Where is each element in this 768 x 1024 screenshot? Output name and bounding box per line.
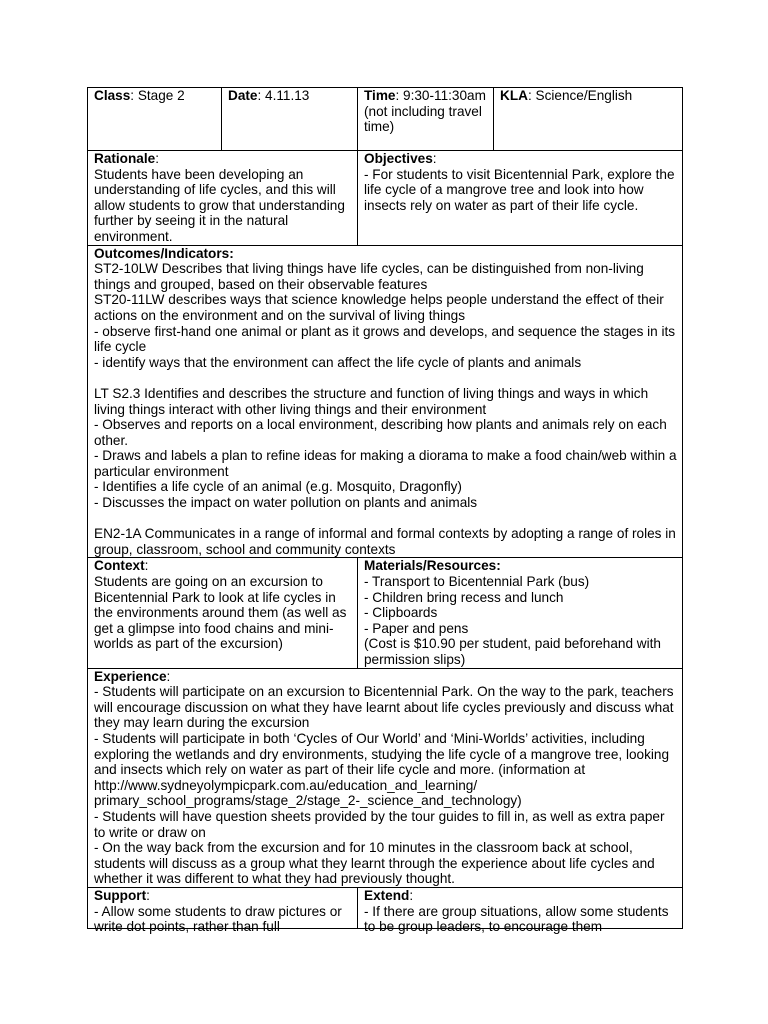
lesson-plan-table [87, 87, 683, 935]
outcomes-cell [88, 245, 683, 558]
support-text: - Allow some students to draw pictures or write dot points, rather than full [94, 903, 342, 935]
rationale-row [88, 151, 683, 246]
rationale-cell [88, 151, 358, 246]
context-label: Context [94, 558, 145, 574]
outcome-line: EN2-1A Communicates in a range of informal and formal contexts by adopting a range of roles in group, classroom, school and community contexts [94, 526, 676, 557]
kla-cell [494, 88, 683, 151]
class-label: Class [94, 88, 131, 103]
rationale-label: Rationale [94, 151, 156, 166]
date-label: Date [228, 88, 258, 103]
material-item: - Paper and pens [364, 620, 469, 636]
outcome-line: - Discusses the impact on water pollution on plants and animals [94, 495, 478, 511]
experience-colon: : [166, 668, 171, 684]
outcomes-row [88, 245, 683, 558]
context-row [88, 558, 683, 668]
context-cell [88, 558, 358, 668]
outcome-line: - observe first-hand one animal or plant as it grows and develops, and sequence the stages in its life cycle [94, 323, 676, 355]
extend-colon: : [409, 887, 414, 903]
objectives-label: Objectives [364, 151, 433, 166]
extend-content [364, 887, 677, 935]
experience-line: - Students will participate on an excursion to Bicentennial Park. On the way to the park, teachers will encourage discussion on what they have learnt about life cycles previously and discuss what they may learn during the excursion [94, 684, 674, 731]
class-cell [88, 88, 222, 151]
time-label: Time [364, 88, 396, 103]
context-colon: : [144, 558, 149, 574]
experience-cell [88, 668, 683, 887]
outcome-spacer [94, 370, 677, 386]
time-value: : 9:30-11:30am (not including travel time) [364, 88, 486, 135]
experience-line: - Students will have question sheets provided by the tour guides to fill in, as well as extra paper to write or draw on [94, 808, 665, 840]
outcome-spacer [94, 511, 677, 527]
material-item: (Cost is $10.90 per student, paid beforehand with permission slips) [364, 636, 661, 667]
outcome-line: ST2-10LW Describes that living things have life cycles, can be distinguished from non-living things and grouped, based on their observable features [94, 261, 644, 292]
experience-label: Experience [94, 668, 167, 684]
objectives-colon: : [432, 151, 437, 166]
class-value: : Stage 2 [130, 88, 185, 103]
support-colon: : [146, 887, 150, 903]
experience-row [88, 668, 683, 887]
outcome-line: - Identifies a life cycle of an animal (e.g. Mosquito, Dragonfly) [94, 479, 462, 495]
support-label: Support [94, 887, 147, 903]
outcome-line: - Observes and reports on a local environment, describing how plants and animals rely on each other. [94, 417, 667, 448]
header-row [88, 88, 683, 151]
outcome-line: - identify ways that the environment can affect the life cycle of plants and animals [94, 354, 582, 370]
experience-line: - Students will participate in both ‘Cycles of Our World’ and ‘Mini-Worlds’ activities, including exploring the wetlands and dry environments, studying the life cycle of a mangrove tree, looking and insects which rely on water as part of their life cycle and more. (information at http://www.sydneyolympicpark.com.au/education_and_learning/ primary_school_programs/stage_2/stage_2-_science_and_technology) [94, 730, 670, 809]
material-item: - Clipboards [364, 605, 438, 621]
outcomes-label: Outcomes/Indicators: [94, 245, 234, 261]
support-row [88, 887, 683, 928]
support-content [94, 887, 352, 935]
kla-label: KLA [500, 88, 528, 103]
rationale-colon: : [155, 151, 159, 166]
rationale-text: Students have been developing an understanding of life cycles, and this will allow students to grow that understanding further by seeing it in the natural environment. [94, 166, 345, 244]
time-cell [358, 88, 494, 151]
outcome-line: ST20-11LW describes ways that science knowledge helps people understand the effect of their actions on the environment and on the survival of living things [94, 292, 664, 323]
context-text: Students are going on an excursion to Bicentennial Park to look at life cycles in the environments around them (as well as get a glimpse into food chains and mini-worlds as part of the excursion) [94, 574, 347, 652]
objectives-cell [358, 151, 683, 246]
objectives-text: - For students to visit Bicentennial Park, explore the life cycle of a mangrove tree and look into how insects rely on water as part of their life cycle. [364, 166, 675, 213]
materials-cell [358, 558, 683, 668]
outcome-line: LT S2.3 Identifies and describes the structure and function of living things and ways in which living things interact with other living things and their environment [94, 385, 649, 417]
material-item: - Transport to Bicentennial Park (bus) [364, 574, 590, 590]
date-value: : 4.11.13 [257, 88, 310, 103]
extend-label: Extend [364, 887, 410, 903]
materials-label: Materials/Resources: [364, 558, 501, 574]
support-cell [88, 887, 358, 935]
date-cell [222, 88, 358, 151]
material-item: - Children bring recess and lunch [364, 589, 564, 605]
outcome-line: - Draws and labels a plan to refine ideas for making a diorama to make a food chain/web within a particular environment [94, 448, 677, 479]
experience-line: - On the way back from the excursion and for 10 minutes in the classroom back at school, students will discuss as a group what they learnt through the experience about life cycles and whether it was different to what they had previously thought. [94, 840, 655, 887]
kla-value: : Science/English [527, 88, 633, 103]
extend-text: - If there are group situations, allow some students to be group leaders, to encourage them [364, 903, 669, 935]
extend-cell [358, 887, 683, 935]
